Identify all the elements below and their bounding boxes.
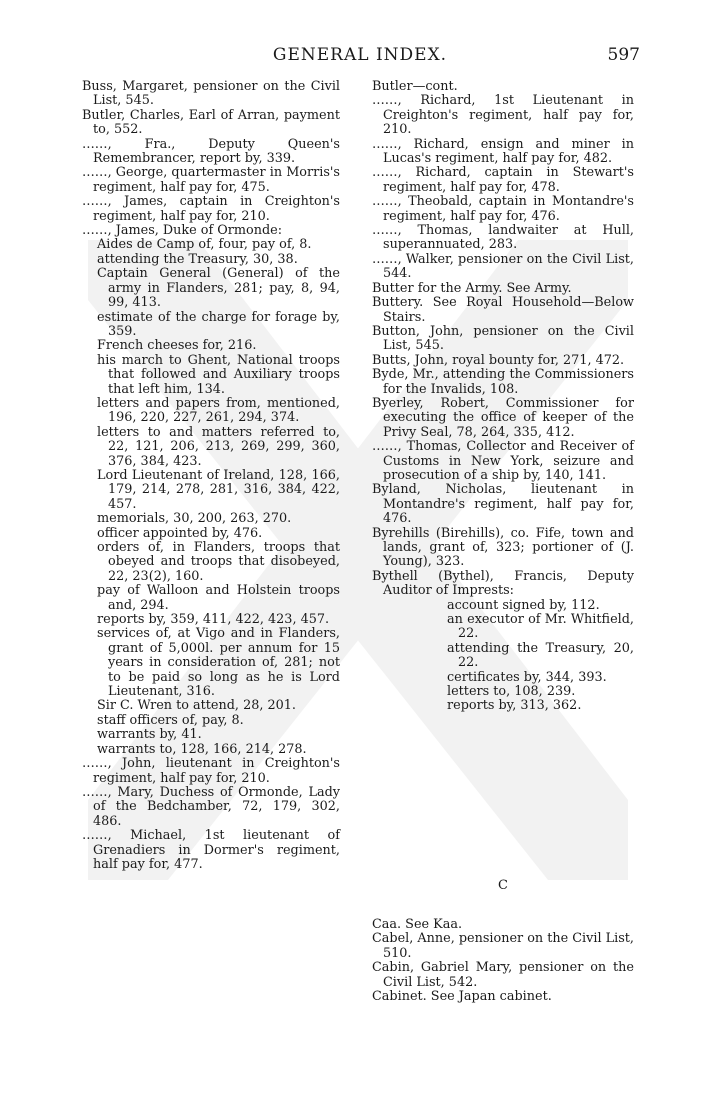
index-entry: Caa. See Kaa. [372,917,463,932]
index-entry: Byrehills (Birehills), co. Fife, town and lands, grant of, 323; portioner of (J. Young), 323. [372,525,634,570]
index-entry: Byde, Mr., attending the Commissioners for the Invalids, 108. [372,367,634,397]
index-entry: warrants by, 41. [97,727,202,743]
index-entry: reports by, 359, 411, 422, 423, 457. [97,612,330,628]
index-entry: ……, Michael, 1st lieutenant of Grenadiers in Dormer's regiment, half pay for, 477. [82,828,340,872]
index-entry: Aides de Camp of, four, pay of, 8. [97,237,312,253]
index-entry: ……, George, quartermaster in Morris's regiment, half pay for, 475. [82,165,340,195]
index-entry: French cheeses for, 216. [97,338,257,354]
index-entry: Bythell (Bythel), Francis, Deputy Auditor of Imprests: [372,568,634,599]
section-letter: C [498,878,508,893]
page-title: GENERAL INDEX. [272,45,448,65]
index-entry: Button, John, pensioner on the Civil List, 545. [372,323,634,354]
index-entry: Butler, Charles, Earl of Arran, payment to, 552. [82,107,340,138]
index-entry: letters and papers from, mentioned, 196, 220, 227, 261, 294, 374. [97,395,340,426]
index-entry: ……, Richard, captain in Stewart's regiment, half pay for, 478. [372,165,634,195]
index-entry: pay of Walloon and Holstein troops and, 294. [97,583,340,613]
index-entry: estimate of the charge for forage by, 359. [97,309,340,339]
index-entry: Cabinet. See Japan cabinet. [372,989,552,1005]
index-entry: ……, Richard, 1st Lieutenant in Creighton's regiment, half pay for, 210. [372,93,634,138]
index-entry: Butter for the Army. See Army. [372,280,572,296]
index-entry: account signed by, 112. [447,597,600,613]
index-section-c [372,918,634,1004]
index-entry: certificates by, 344, 393. [447,669,607,685]
page-number: 597 [607,45,640,65]
index-entry: Buttery. See Royal Household—Below Stairs. [372,295,634,325]
index-entry: ……, James, captain in Creighton's regiment, half pay for, 210. [82,194,340,224]
index-entry: an executor of Mr. Whitfield, 22. [447,612,634,642]
index-entry: Byland, Nicholas, lieutenant in Montandre's regiment, half pay for, 476. [372,482,634,527]
index-entry: ……, Theobald, captain in Montandre's regiment, half pay for, 476. [372,194,634,224]
index-column-left [82,80,340,872]
index-entry: ……, James, Duke of Ormonde: [82,223,283,239]
index-entry: Buss, Margaret, pensioner on the Civil List, 545. [82,79,340,109]
index-entry: ……, Walker, pensioner on the Civil List, 544. [372,251,634,282]
index-entry: Byerley, Robert, Commissioner for executing the office of keeper of the Privy Seal, 78, 264, 335, 412. [372,395,634,440]
page-header [80,45,640,69]
index-entry: ……, Richard, ensign and miner in Lucas's regiment, half pay for, 482. [372,136,634,167]
index-entry: memorials, 30, 200, 263, 270. [97,511,292,527]
index-entry: letters to and matters referred to, 22, 121, 206, 213, 269, 299, 360, 376, 384, 423. [97,424,340,469]
index-entry: Cabel, Anne, pensioner on the Civil List, 510. [372,931,634,961]
index-column-right [372,80,634,714]
index-entry: his march to Ghent, National troops that followed and Auxiliary troops that left him, 134. [97,352,340,397]
index-entry: ……, Fra., Deputy Queen's Remembrancer, report by, 339. [82,136,340,167]
index-entry: Captain General (General) of the army in Flanders, 281; pay, 8, 94, 99, 413. [97,266,340,311]
index-entry: services of, at Vigo and in Flanders, grant of 5,000l. per annum for 15 years in consideration of, 281; not to be paid so long as he is Lord Lieutenant, 316. [97,626,340,700]
index-entry: letters to, 108, 239. [447,684,576,700]
index-entry: ……, Thomas, landwaiter at Hull, superannuated, 283. [372,223,634,253]
index-entry: reports by, 313, 362. [447,698,582,714]
index-entry: Butts, John, royal bounty for, 271, 472. [372,352,625,368]
index-entry: staff officers of, pay, 8. [97,712,244,728]
index-entry: warrants to, 128, 166, 214, 278. [97,741,307,757]
index-entry: ……, Mary, Duchess of Ormonde, Lady of the Bedchamber, 72, 179, 302, 486. [82,784,340,829]
index-entry: officer appointed by, 476. [97,525,263,541]
index-entry: orders of, in Flanders, troops that obeyed and troops that disobeyed, 22, 23(2), 160. [97,540,340,584]
continuation-heading: Butler—cont. [372,79,458,94]
index-entry: Sir C. Wren to attend, 28, 201. [97,698,296,714]
index-entry: Cabin, Gabriel Mary, pensioner on the Civil List, 542. [372,960,634,990]
index-entry: attending the Treasury, 20, 22. [447,640,634,671]
index-entry: Lord Lieutenant of Ireland, 128, 166, 179, 214, 278, 281, 316, 384, 422, 457. [97,467,340,512]
index-entry: ……, John, lieutenant in Creighton's regiment, half pay for, 210. [82,756,340,786]
index-entry: ……, Thomas, Collector and Receiver of Customs in New York, seizure and prosecution of a ship by, 140, 141. [372,439,634,483]
index-entry: attending the Treasury, 30, 38. [97,251,298,267]
